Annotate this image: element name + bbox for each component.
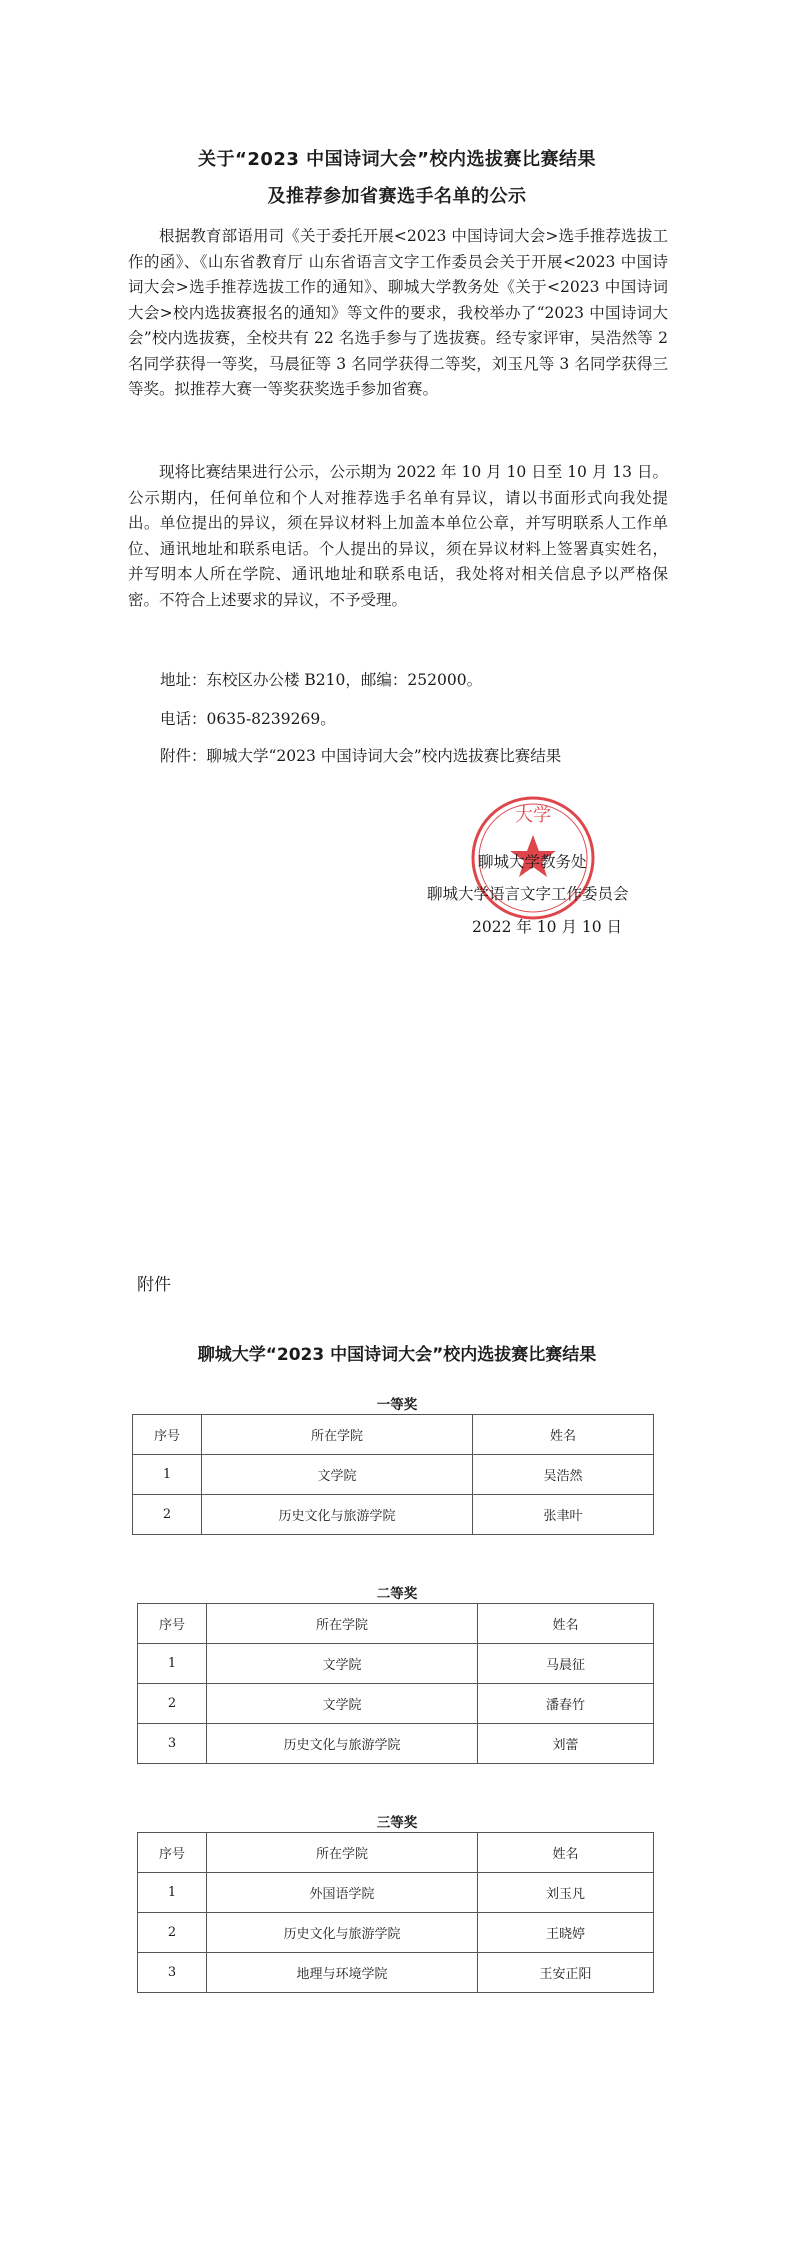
- third-prize-table: [137, 1832, 654, 1993]
- notice-paragraph-1: [128, 224, 668, 403]
- cell-name: 王晓婷: [478, 1913, 654, 1953]
- cell-no: 2: [133, 1495, 202, 1535]
- phone-line: 电话：0635-8239269。: [160, 710, 336, 728]
- cell-college: 历史文化与旅游学院: [202, 1495, 473, 1535]
- first-prize-heading: 一等奖: [376, 1397, 418, 1413]
- header-name: 姓名: [478, 1604, 654, 1644]
- table-row: [138, 1684, 654, 1724]
- table-header-row: [138, 1604, 654, 1644]
- header-no: 序号: [133, 1415, 202, 1455]
- cell-college: 历史文化与旅游学院: [207, 1913, 478, 1953]
- table-row: [138, 1644, 654, 1684]
- table-row: [138, 1724, 654, 1764]
- third-prize-heading: 三等奖: [376, 1815, 418, 1831]
- notice-title-line1: 关于“2023 中国诗词大会”校内选拔赛比赛结果: [197, 149, 597, 170]
- notice-paragraph-2: [128, 460, 668, 613]
- cell-name: 吴浩然: [473, 1455, 654, 1495]
- attachment-line: 附件：聊城大学“2023 中国诗词大会”校内选拔赛比赛结果: [160, 747, 562, 765]
- signer-language-committee: 聊城大学语言文字工作委员会: [427, 885, 629, 903]
- cell-name: 王安正阳: [478, 1953, 654, 1993]
- table-row: [138, 1913, 654, 1953]
- table-header-row: [138, 1833, 654, 1873]
- paragraph-2-text: 现将比赛结果进行公示，公示期为 2022 年 10 月 10 日至 10 月 13 日。公示期内，任何单位和个人对推荐选手名单有异议，请以书面形式向我处提出。单位提出的异议，须在异议材料上加盖本单位公章，并写明联系人工作单位、通讯地址和联系电话。个人提出的异议，须在异议材料上签署真实姓名，并写明本人所在学院、通讯地址和联系电话，我处将对相关信息予以严格保密。不符合上述要求的异议，不予受理。: [128, 463, 668, 609]
- notice-title-line2: 及推荐参加省赛选手名单的公示: [267, 186, 527, 207]
- cell-no: 1: [138, 1873, 207, 1913]
- cell-no: 3: [138, 1724, 207, 1764]
- cell-name: 潘春竹: [478, 1684, 654, 1724]
- signer-academic-affairs: 聊城大学教务处: [478, 853, 587, 871]
- header-no: 序号: [138, 1604, 207, 1644]
- attachment-title: 聊城大学“2023 中国诗词大会”校内选拔赛比赛结果: [197, 1345, 597, 1365]
- table-row: [138, 1873, 654, 1913]
- second-prize-table: [137, 1603, 654, 1764]
- cell-college: 外国语学院: [207, 1873, 478, 1913]
- header-college: 所在学院: [207, 1604, 478, 1644]
- table-row: [133, 1495, 654, 1535]
- header-college: 所在学院: [202, 1415, 473, 1455]
- header-name: 姓名: [478, 1833, 654, 1873]
- cell-no: 1: [133, 1455, 202, 1495]
- header-college: 所在学院: [207, 1833, 478, 1873]
- cell-no: 1: [138, 1644, 207, 1684]
- paragraph-1-text: 根据教育部语用司《关于委托开展<2023 中国诗词大会>选手推荐选拔工作的函》、《山东省教育厅 山东省语言文字工作委员会关于开展<2023 中国诗词大会>选手推荐选拔工作的通知》、聊城大学教务处《关于<2023 中国诗词大会>校内选拔赛报名的通知》等文件的要求，我校举办了“2023 中国诗词大会”校内选拔赛，全校共有 22 名选手参与了选拔赛。经专家评审，吴浩然等 2 名同学获得一等奖，马晨征等 3 名同学获得二等奖，刘玉凡等 3 名同学获得三等奖。拟推荐大赛一等奖获奖选手参加省赛。: [128, 227, 668, 398]
- signature-date: 2022 年 10 月 10 日: [472, 918, 623, 936]
- first-prize-table: [132, 1414, 654, 1535]
- cell-name: 马晨征: [478, 1644, 654, 1684]
- cell-college: 历史文化与旅游学院: [207, 1724, 478, 1764]
- seal-text: 大学: [515, 805, 551, 826]
- cell-college: 文学院: [202, 1455, 473, 1495]
- attachment-label: 附件: [137, 1275, 171, 1295]
- cell-no: 2: [138, 1913, 207, 1953]
- cell-college: 地理与环境学院: [207, 1953, 478, 1993]
- table-row: [133, 1455, 654, 1495]
- second-prize-heading: 二等奖: [376, 1586, 418, 1602]
- header-name: 姓名: [473, 1415, 654, 1455]
- cell-name: 刘蕾: [478, 1724, 654, 1764]
- cell-college: 文学院: [207, 1644, 478, 1684]
- cell-name: 张聿叶: [473, 1495, 654, 1535]
- table-row: [138, 1953, 654, 1993]
- cell-college: 文学院: [207, 1684, 478, 1724]
- address-line: 地址：东校区办公楼 B210，邮编：252000。: [160, 671, 483, 689]
- header-no: 序号: [138, 1833, 207, 1873]
- cell-no: 2: [138, 1684, 207, 1724]
- cell-no: 3: [138, 1953, 207, 1993]
- cell-name: 刘玉凡: [478, 1873, 654, 1913]
- table-header-row: [133, 1415, 654, 1455]
